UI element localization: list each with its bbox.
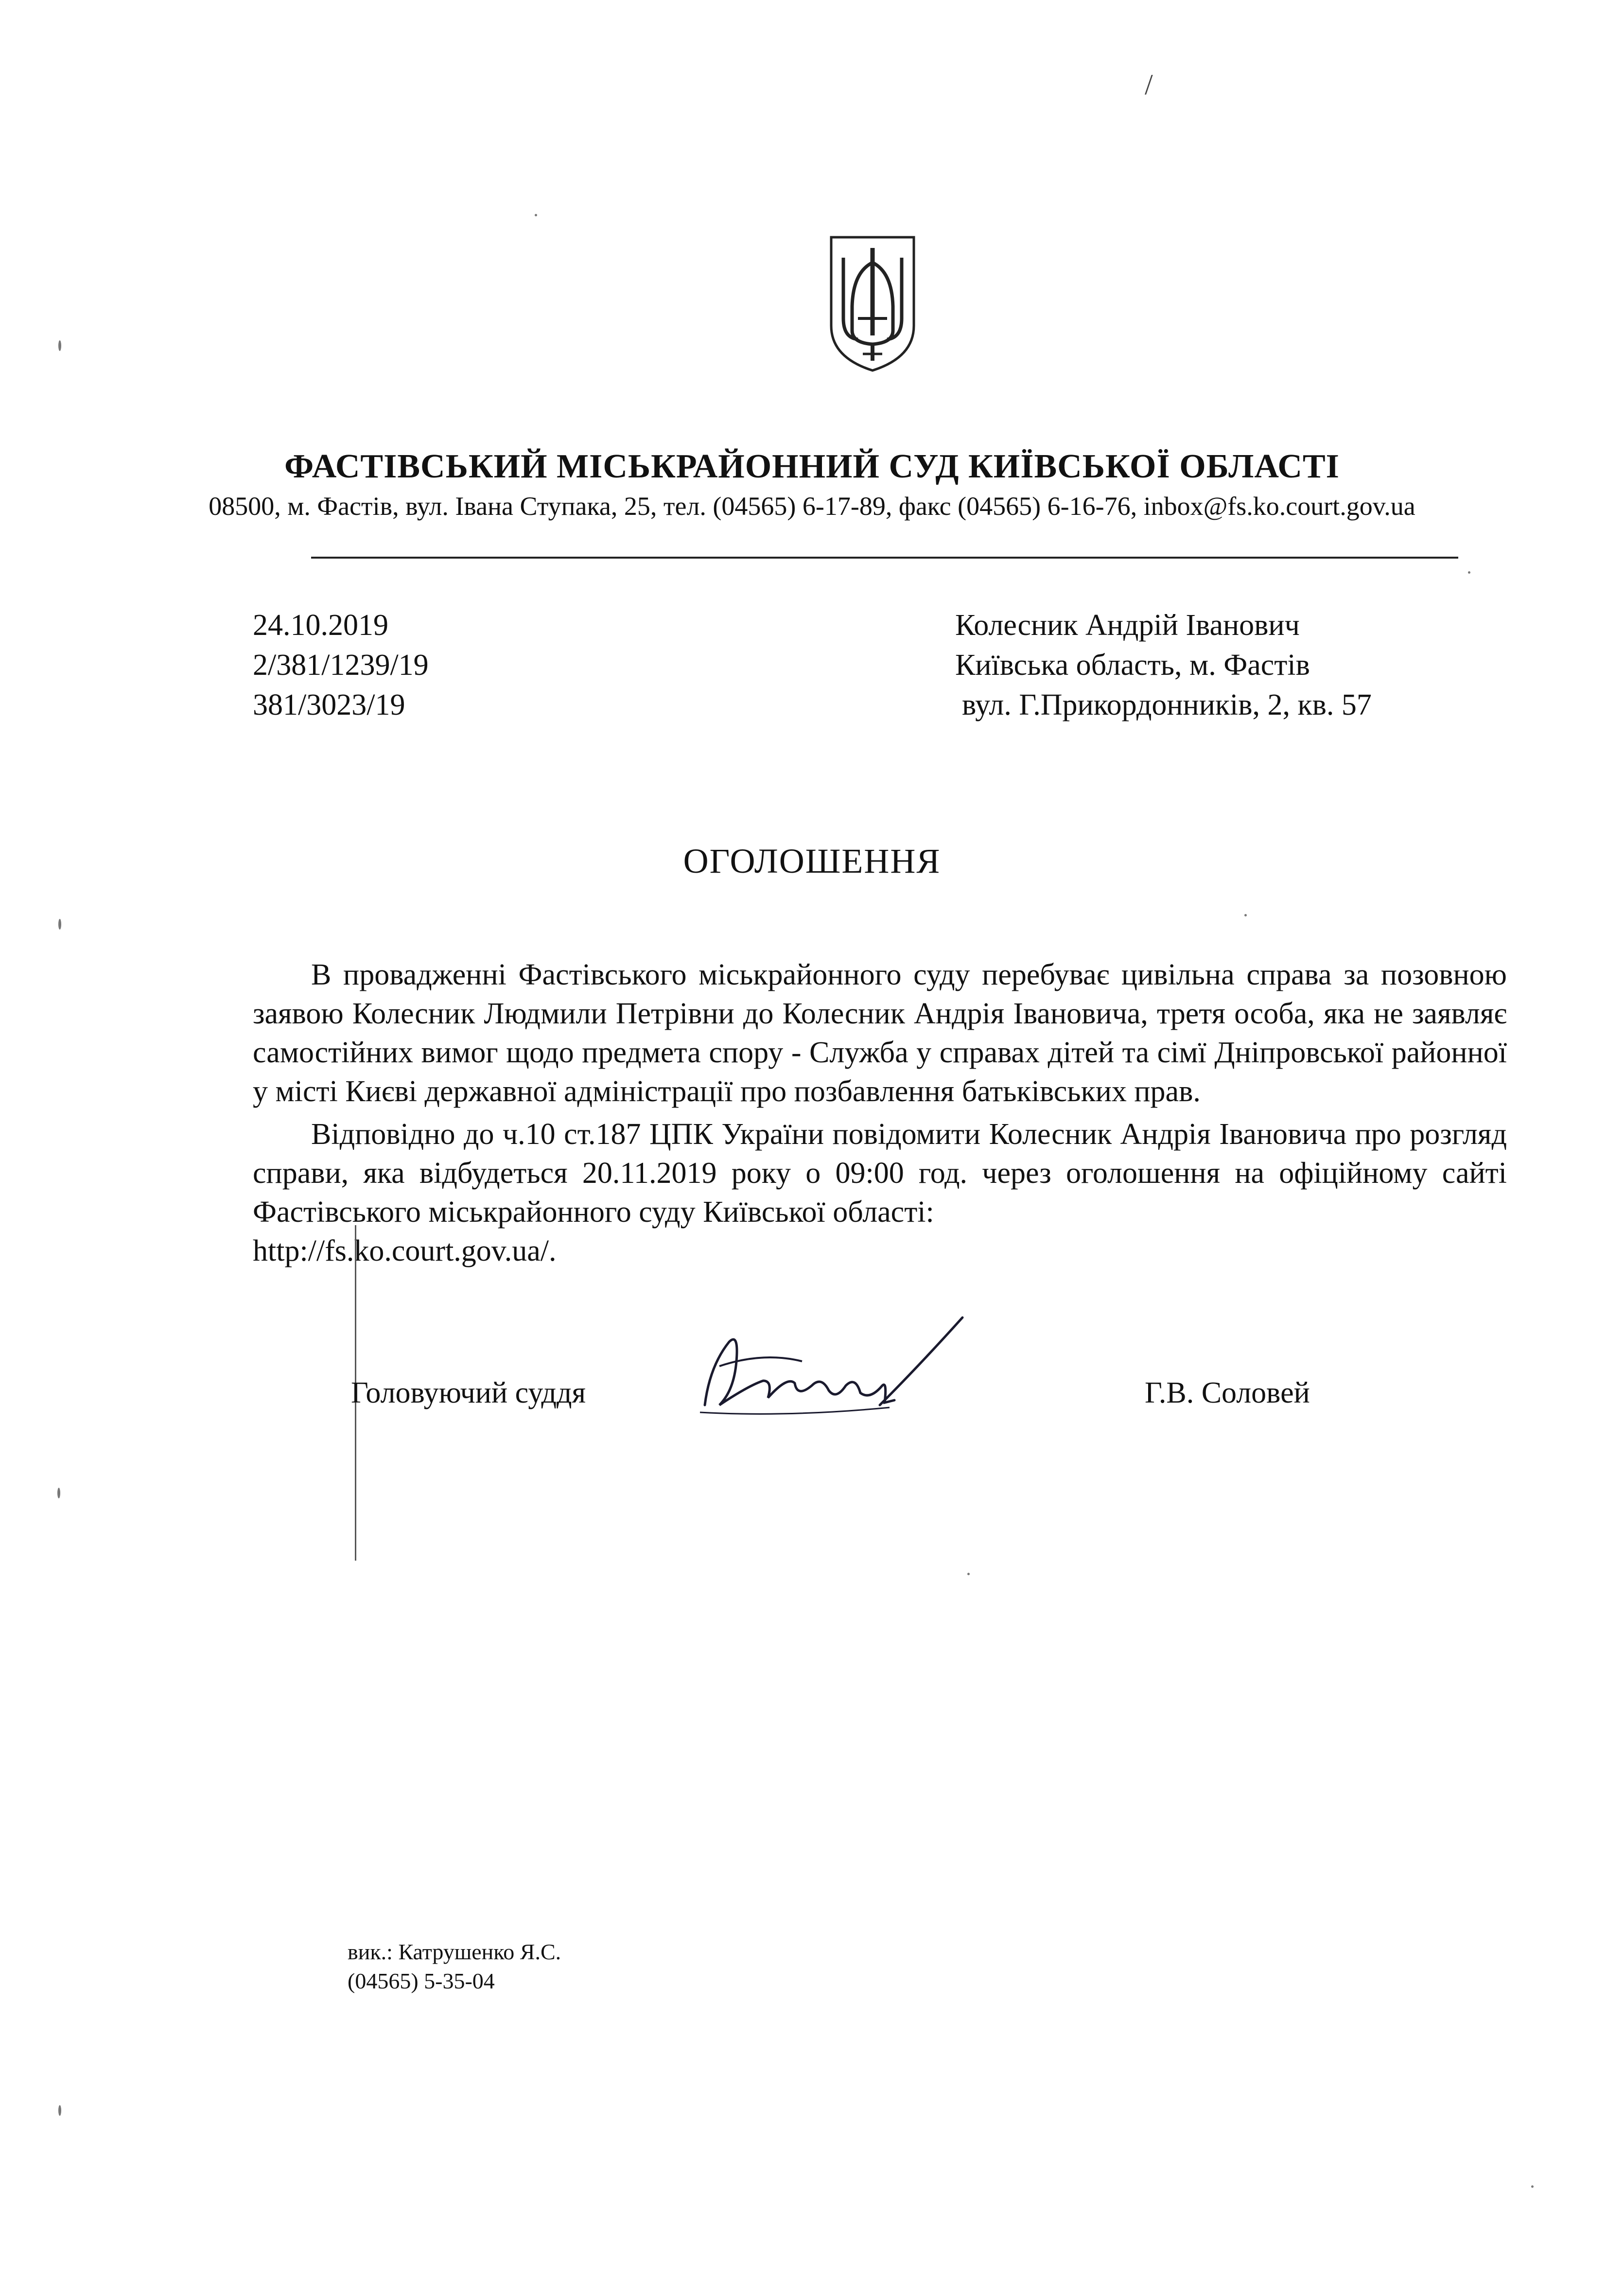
court-address: 08500, м. Фастів, вул. Івана Ступака, 25, тел. (04565) 6-17-89, факс (04565) 6-16-76, inbox@fs.ko.court.gov.ua [209, 492, 1415, 521]
signer-role: Головуючий суддя [351, 1376, 586, 1409]
document-date: 24.10.2019 [253, 609, 388, 642]
body-paragraph-text: Відповідно до ч.10 ст.187 ЦПК України повідомити Колесник Андрія Івановича про розгляд справи, яка відбудеться 20.11.2019 року о 09:00 год. через оголошення на офіційному сайті Фастівського міськрайонного суду Київської області: [253, 1118, 1507, 1229]
scan-speck [58, 340, 61, 351]
executor-block [348, 1937, 561, 1996]
scan-speck [58, 2105, 61, 2116]
executor-name: вик.: Катрушенко Я.С. [348, 1939, 561, 1964]
recipient-block [955, 605, 1372, 725]
handwritten-signature [690, 1308, 992, 1429]
stray-mark: / [1145, 69, 1153, 101]
case-number: 2/381/1239/19 [253, 649, 429, 682]
body-paragraph [253, 1115, 1507, 1270]
recipient-region: Київська область, м. Фастів [955, 649, 1310, 682]
recipient-name: Колесник Андрій Іванович [955, 609, 1300, 642]
recipient-street: вул. Г.Прикордонників, 2, кв. 57 [962, 688, 1372, 721]
scan-speck [58, 919, 61, 930]
signer-name: Г.В. Соловей [1145, 1376, 1310, 1409]
document-meta [253, 605, 429, 725]
document-body [253, 955, 1507, 1270]
scan-speck [1244, 914, 1247, 916]
proceeding-number: 381/3023/19 [253, 688, 405, 721]
executor-phone: (04565) 5-35-04 [348, 1969, 495, 1993]
court-website-link[interactable]: http://fs.ko.court.gov.ua/. [253, 1234, 557, 1267]
court-name: ФАСТІВСЬКИЙ МІСЬКРАЙОННИЙ СУД КИЇВСЬКОЇ ОБЛАСТІ [284, 448, 1340, 485]
scan-speck [967, 1573, 970, 1575]
scan-speck [535, 214, 537, 216]
scan-speck [1468, 571, 1470, 574]
scan-speck [1531, 2185, 1534, 2188]
document-title: ОГОЛОШЕННЯ [683, 842, 941, 880]
trident-coat-of-arms-icon [824, 233, 921, 374]
header-divider [311, 557, 1458, 559]
scan-speck [57, 1488, 60, 1498]
body-paragraph: В провадженні Фастівського міськрайонного суду перебуває цивільна справа за позовною заявою Колесник Людмили Петрівни до Колесник Андрія Івановича, третя особа, яка не заявляє самостійних вимог щодо предмета спору - Служба у справах дітей та сімї Дніпровської районної у місті Києві державної адміністрації про позбавлення батьківських прав. [253, 958, 1507, 1108]
